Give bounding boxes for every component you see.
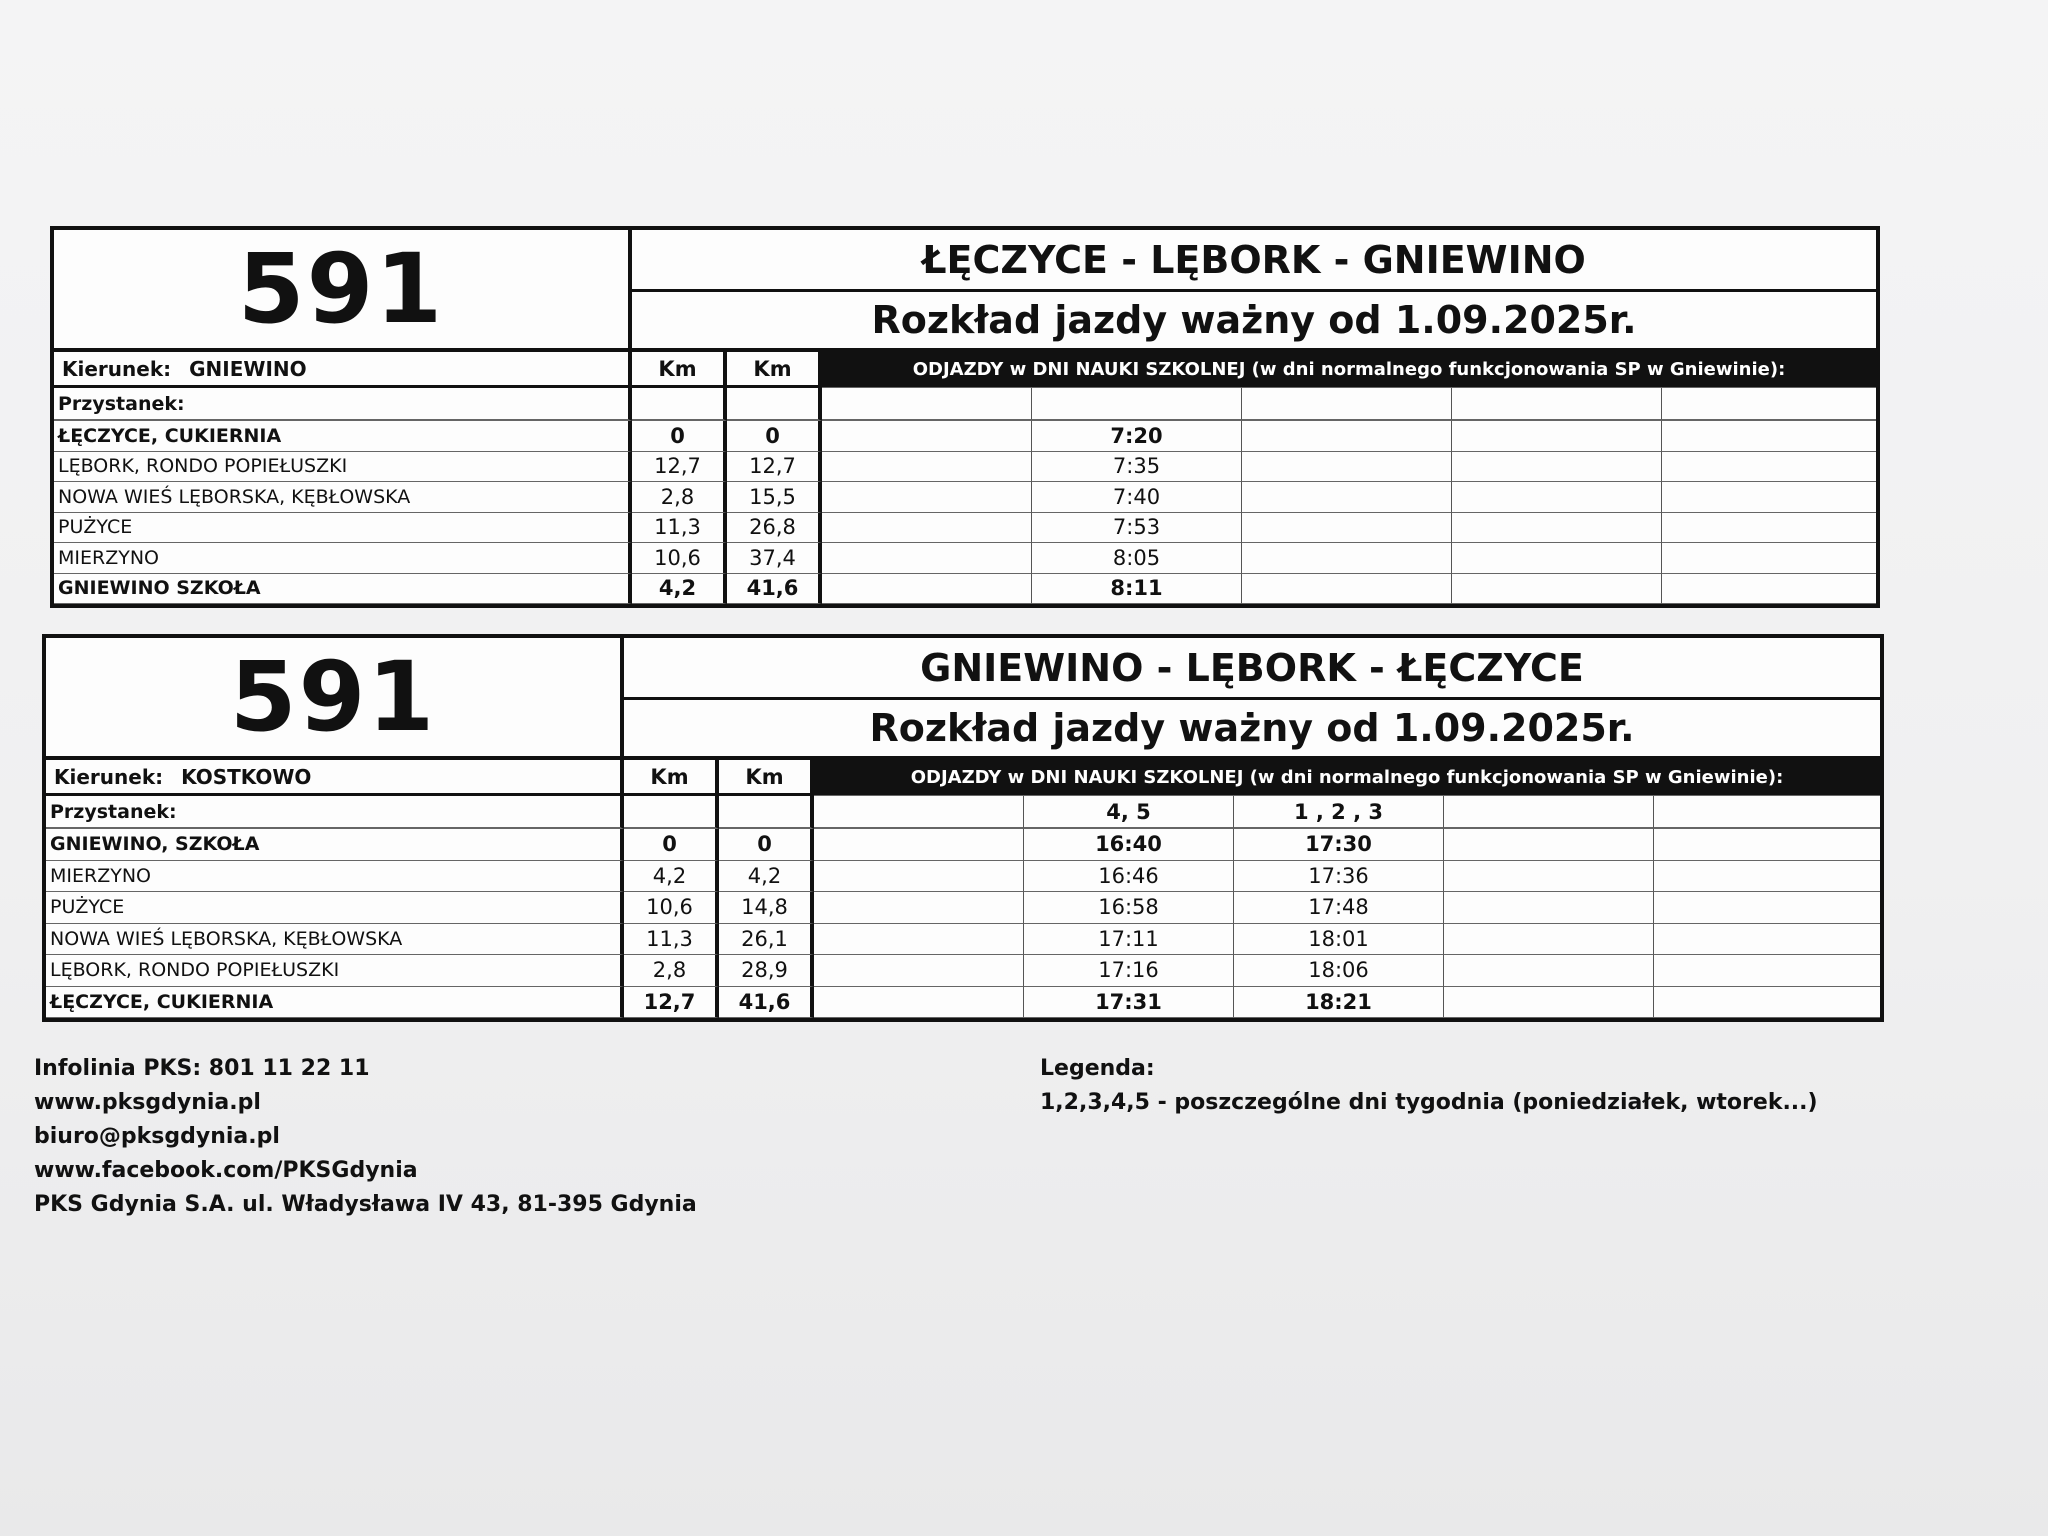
departure-time: 7:35 [1032,452,1242,483]
departure-time: 16:46 [1024,861,1234,893]
departures-header: ODJAZDY w DNI NAUKI SZKOLNEJ (w dni normalnego funkcjonowania SP w Gniewinie): [814,760,1880,796]
departure-time [1452,421,1662,452]
departure-time [1452,452,1662,483]
km-total-cell: 26,8 [727,513,822,544]
departure-time: 17:36 [1234,861,1444,893]
web-contact-line [34,1086,697,1154]
footer-contact [34,1052,697,1222]
departure-time [1242,452,1452,483]
departure-time [1242,421,1452,452]
km-total-cell: 14,8 [719,892,814,924]
stop-name: GNIEWINO, SZKOŁA [46,829,624,861]
departure-time [822,421,1032,452]
departure-time [1662,574,1876,605]
departure-time [1444,924,1654,956]
km-cell: 4,2 [632,574,727,605]
departure-time: 8:05 [1032,543,1242,574]
stop-label: Przystanek: [46,796,624,829]
km-total-cell [719,796,814,829]
stop-name: LĘBORK, RONDO POPIEŁUSZKI [46,955,624,987]
route-number: 591 [46,638,624,760]
departure-time [1654,829,1880,861]
day-code-cell: 1 , 2 , 3 [1234,796,1444,829]
km-total-cell: 0 [727,421,822,452]
km-total-cell [727,388,822,421]
km-total-header: Km [727,352,822,388]
km-cell: 0 [632,421,727,452]
departure-time: 17:11 [1024,924,1234,956]
km-cell: 12,7 [632,452,727,483]
email-link[interactable]: biuro@pksgdynia.pl [34,1124,280,1149]
departure-time [1242,513,1452,544]
infoline-text: Infolinia PKS: 801 11 22 11 [34,1056,370,1081]
km-cell: 10,6 [624,892,719,924]
km-total-cell: 15,5 [727,482,822,513]
departure-time: 7:40 [1032,482,1242,513]
km-total-cell: 26,1 [719,924,814,956]
departure-time: 17:48 [1234,892,1444,924]
km-cell: 10,6 [632,543,727,574]
departure-time: 8:11 [1032,574,1242,605]
stop-name: NOWA WIEŚ LĘBORSKA, KĘBŁOWSKA [46,924,624,956]
departure-time [1242,543,1452,574]
day-code-cell [814,796,1024,829]
km-total-cell: 41,6 [719,987,814,1019]
departure-time [1444,861,1654,893]
departure-time [1452,574,1662,605]
departure-time [1662,452,1876,483]
departure-time [1444,987,1654,1019]
departure-time [1662,421,1876,452]
departure-time: 17:31 [1024,987,1234,1019]
km-total-cell: 0 [719,829,814,861]
route-number: 591 [54,230,632,352]
day-code-cell [1654,796,1880,829]
departure-time [814,892,1024,924]
stop-label: Przystanek: [54,388,632,421]
day-code-cell [1444,796,1654,829]
day-code-cell [1662,388,1876,421]
departure-time [1452,543,1662,574]
km-cell: 2,8 [632,482,727,513]
day-code-cell [1032,388,1242,421]
km-header: Km [632,352,727,388]
departure-time [814,987,1024,1019]
departure-time [1444,955,1654,987]
stop-name: GNIEWINO SZKOŁA [54,574,632,605]
validity-date: Rozkład jazdy ważny od 1.09.2025r. [624,700,1880,760]
departure-time [1452,513,1662,544]
stop-name: NOWA WIEŚ LĘBORSKA, KĘBŁOWSKA [54,482,632,513]
departure-time [1242,482,1452,513]
timetable-grid [46,638,1880,1018]
day-code-cell [822,388,1032,421]
facebook-link[interactable]: www.facebook.com/PKSGdynia [34,1158,418,1183]
direction-row [54,352,632,388]
route-title: ŁĘCZYCE - LĘBORK - GNIEWINO [632,230,1876,292]
departure-time [1662,543,1876,574]
departure-time [1662,513,1876,544]
route-title: GNIEWINO - LĘBORK - ŁĘCZYCE [624,638,1880,700]
departure-time [822,513,1032,544]
company-address: PKS Gdynia S.A. ul. Władysława IV 43, 81-395 Gdynia [34,1192,697,1217]
departure-time: 16:40 [1024,829,1234,861]
departure-time [822,574,1032,605]
departure-time [1452,482,1662,513]
departure-time [814,924,1024,956]
footer-legend [1040,1052,1818,1120]
km-total-cell: 28,9 [719,955,814,987]
km-cell: 12,7 [624,987,719,1019]
km-header: Km [624,760,719,796]
departure-time [1444,829,1654,861]
departure-time [1654,861,1880,893]
km-cell: 0 [624,829,719,861]
departure-time: 16:58 [1024,892,1234,924]
km-cell [624,796,719,829]
km-total-cell: 4,2 [719,861,814,893]
departure-time [822,543,1032,574]
km-cell: 4,2 [624,861,719,893]
legend-text: 1,2,3,4,5 - poszczególne dni tygodnia (poniedziałek, wtorek...) [1040,1090,1818,1115]
stop-name: PUŻYCE [46,892,624,924]
day-code-cell [1242,388,1452,421]
departure-time: 18:01 [1234,924,1444,956]
legend-title: Legenda: [1040,1056,1155,1081]
departure-time [814,861,1024,893]
km-total-cell: 12,7 [727,452,822,483]
direction-value: GNIEWINO [189,356,307,381]
departure-time [1654,955,1880,987]
stop-name: LĘBORK, RONDO POPIEŁUSZKI [54,452,632,483]
km-total-cell: 41,6 [727,574,822,605]
km-cell [632,388,727,421]
departure-time: 17:16 [1024,955,1234,987]
direction-label: Kierunek: [62,356,172,381]
km-total-header: Km [719,760,814,796]
departure-time [1654,892,1880,924]
stop-name: ŁĘCZYCE, CUKIERNIA [54,421,632,452]
timetable-grid [54,230,1876,604]
km-cell: 11,3 [632,513,727,544]
day-code-cell [1452,388,1662,421]
direction-row [46,760,624,796]
departure-time [822,452,1032,483]
departure-time [1662,482,1876,513]
departure-time [814,829,1024,861]
departures-header: ODJAZDY w DNI NAUKI SZKOLNEJ (w dni normalnego funkcjonowania SP w Gniewinie): [822,352,1876,388]
validity-date: Rozkład jazdy ważny od 1.09.2025r. [632,292,1876,352]
km-total-cell: 37,4 [727,543,822,574]
direction-value: KOSTKOWO [181,764,312,789]
departure-time [1654,987,1880,1019]
departure-time: 17:30 [1234,829,1444,861]
departure-time: 7:20 [1032,421,1242,452]
day-code-cell: 4, 5 [1024,796,1234,829]
stop-name: PUŻYCE [54,513,632,544]
departure-time [814,955,1024,987]
departure-time: 18:21 [1234,987,1444,1019]
stop-name: MIERZYNO [54,543,632,574]
km-cell: 2,8 [624,955,719,987]
timetable-gniewino-leczyce [42,634,1884,1022]
timetable-leczyce-gniewino [50,226,1880,608]
departure-time: 18:06 [1234,955,1444,987]
website-link[interactable]: www.pksgdynia.pl [34,1090,261,1115]
departure-time [1242,574,1452,605]
departure-time [1654,924,1880,956]
km-cell: 11,3 [624,924,719,956]
departure-time [1444,892,1654,924]
stop-name: MIERZYNO [46,861,624,893]
departure-time [822,482,1032,513]
stop-name: ŁĘCZYCE, CUKIERNIA [46,987,624,1019]
departure-time: 7:53 [1032,513,1242,544]
direction-label: Kierunek: [54,764,164,789]
